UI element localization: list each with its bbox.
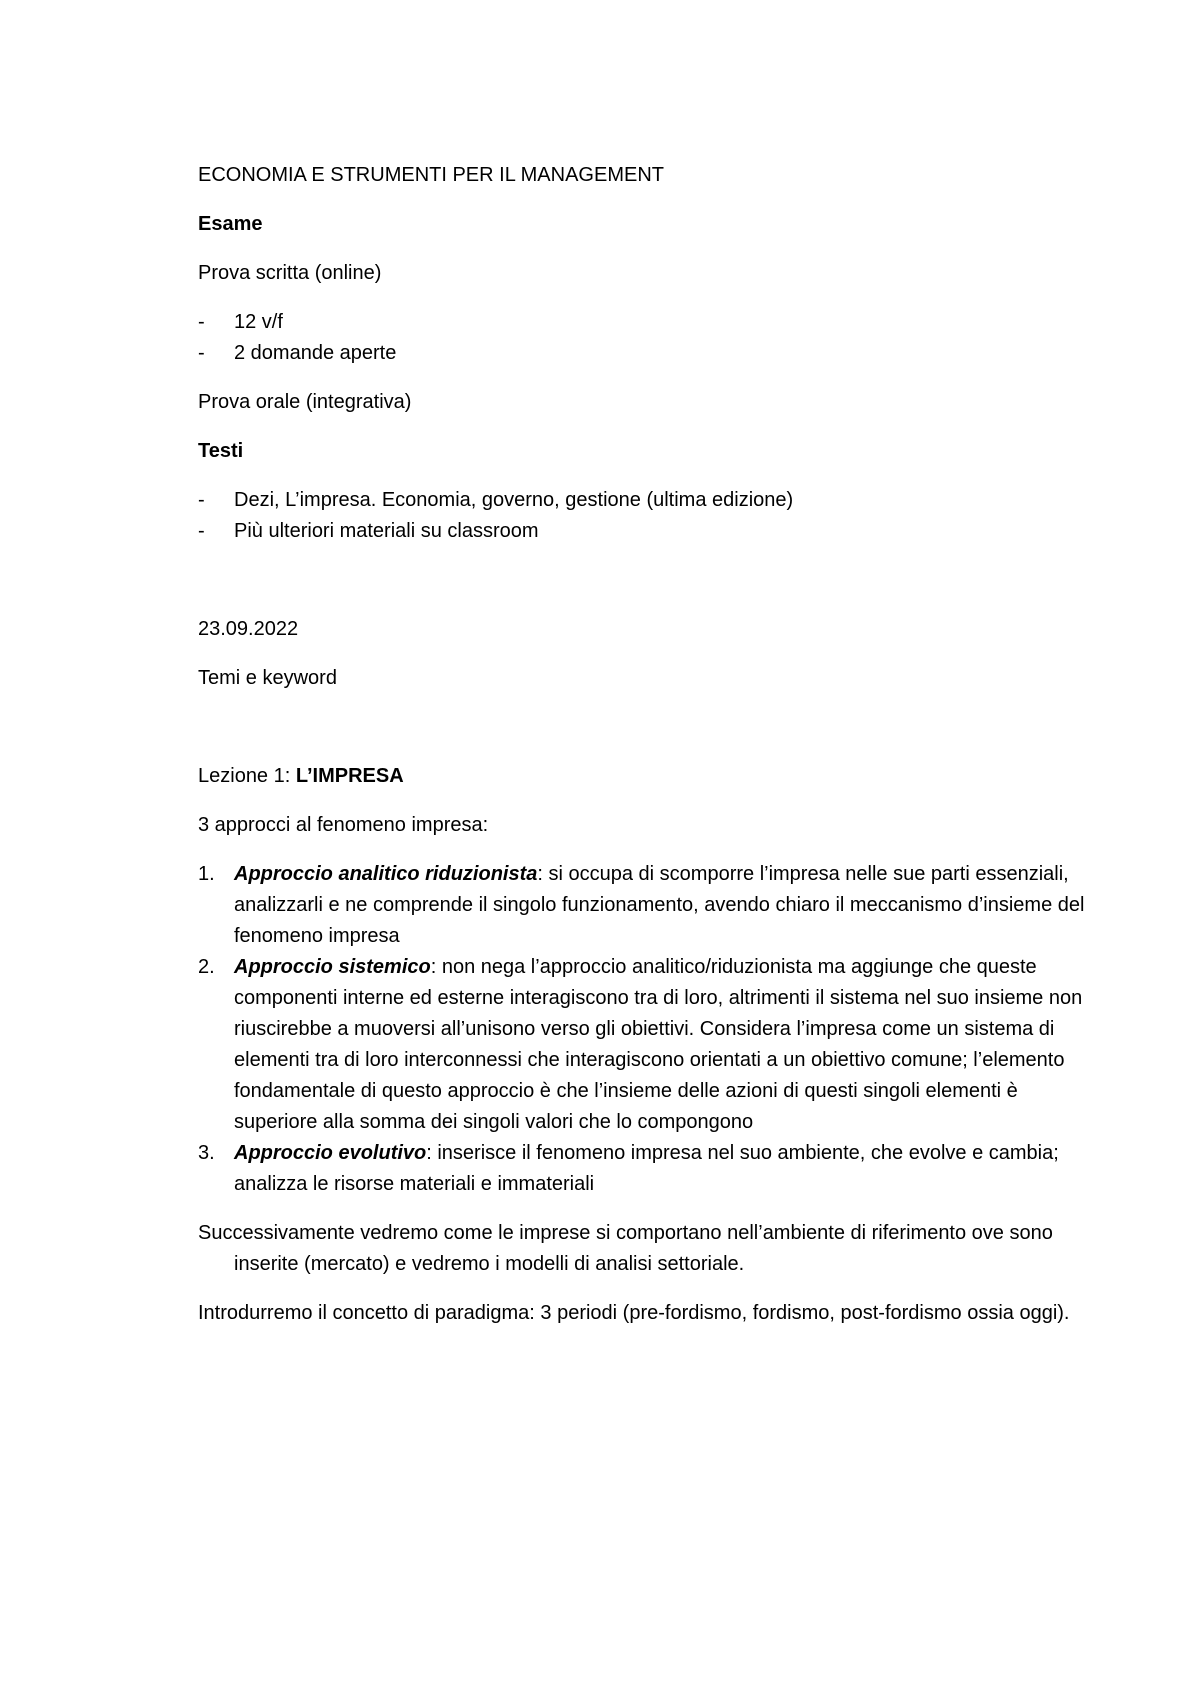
list-marker: - bbox=[198, 311, 205, 333]
blank-line bbox=[198, 565, 1098, 614]
approach-term: Approccio sistemico bbox=[234, 956, 431, 978]
list-marker: 2. bbox=[198, 956, 215, 978]
approach-description: : non nega l’approccio analitico/riduzionista ma aggiunge che queste componenti interne ed esterne interagiscono tra di loro, altrimenti il sistema nel suo insieme non riuscirebbe a muoversi all’unisono verso gli obiettivi. Considera l’impresa come un sistema di elementi tra di loro interconnessi che interagiscono orientati a un obiettivo comune; l’elemento fondamentale di questo approccio è che l’insieme delle azioni di questi singoli elementi è superiore alla somma dei singoli valori che lo compongono bbox=[234, 956, 1083, 1133]
approach-term: Approccio evolutivo bbox=[234, 1142, 427, 1164]
document-body bbox=[198, 160, 1098, 1347]
list-marker: - bbox=[198, 489, 205, 511]
list-item bbox=[198, 485, 1098, 516]
list-item bbox=[198, 338, 1098, 369]
oral-exam-line: Prova orale (integrativa) bbox=[198, 391, 412, 413]
list-item bbox=[198, 859, 1098, 952]
topics-line: Temi e keyword bbox=[198, 667, 337, 689]
document-title: ECONOMIA E STRUMENTI PER IL MANAGEMENT bbox=[198, 164, 664, 186]
texts-heading: Testi bbox=[198, 440, 244, 462]
lesson-intro: 3 approcci al fenomeno impresa: bbox=[198, 814, 489, 836]
list-item-text: Più ulteriori materiali su classroom bbox=[234, 520, 539, 542]
approach-description: : inserisce il fenomeno impresa nel suo ambiente, che evolve e cambia; analizza le risorse materiali e immateriali bbox=[234, 1142, 1059, 1195]
texts-list bbox=[198, 485, 1098, 547]
list-item-text: 2 domande aperte bbox=[234, 342, 397, 364]
blank-line bbox=[198, 712, 1098, 761]
list-item bbox=[198, 307, 1098, 338]
exam-heading: Esame bbox=[198, 213, 263, 235]
lesson-title bbox=[198, 761, 1098, 792]
lesson-prefix: Lezione 1: bbox=[198, 765, 296, 787]
approach-term: Approccio analitico riduzionista bbox=[234, 863, 538, 885]
list-item bbox=[198, 952, 1098, 1138]
written-exam-line: Prova scritta (online) bbox=[198, 262, 382, 284]
list-marker: - bbox=[198, 520, 205, 542]
list-item-text: Dezi, L’impresa. Economia, governo, gestione (ultima edizione) bbox=[234, 489, 794, 511]
approach-description: : si occupa di scomporre l’impresa nelle sue parti essenziali, analizzarli e ne comprende il singolo funzionamento, avendo chiaro il meccanismo d’insieme del fenomeno impresa bbox=[234, 863, 1085, 947]
list-item bbox=[198, 516, 1098, 547]
paragraph: Introdurremo il concetto di paradigma: 3 periodi (pre-fordismo, fordismo, post-fordismo ossia oggi). bbox=[198, 1302, 1070, 1324]
written-exam-list bbox=[198, 307, 1098, 369]
lesson-name: L’IMPRESA bbox=[295, 765, 404, 787]
paragraph: Successivamente vedremo come le imprese si comportano nell’ambiente di riferimento ove sono inserite (mercato) e vedremo i modelli di analisi settoriale. bbox=[198, 1222, 1053, 1275]
list-item-text: 12 v/f bbox=[234, 311, 283, 333]
list-marker: 3. bbox=[198, 1142, 215, 1164]
list-marker: 1. bbox=[198, 863, 215, 885]
list-item bbox=[198, 1138, 1098, 1200]
list-marker: - bbox=[198, 342, 205, 364]
approaches-list bbox=[198, 859, 1098, 1200]
lesson-date: 23.09.2022 bbox=[198, 618, 299, 640]
